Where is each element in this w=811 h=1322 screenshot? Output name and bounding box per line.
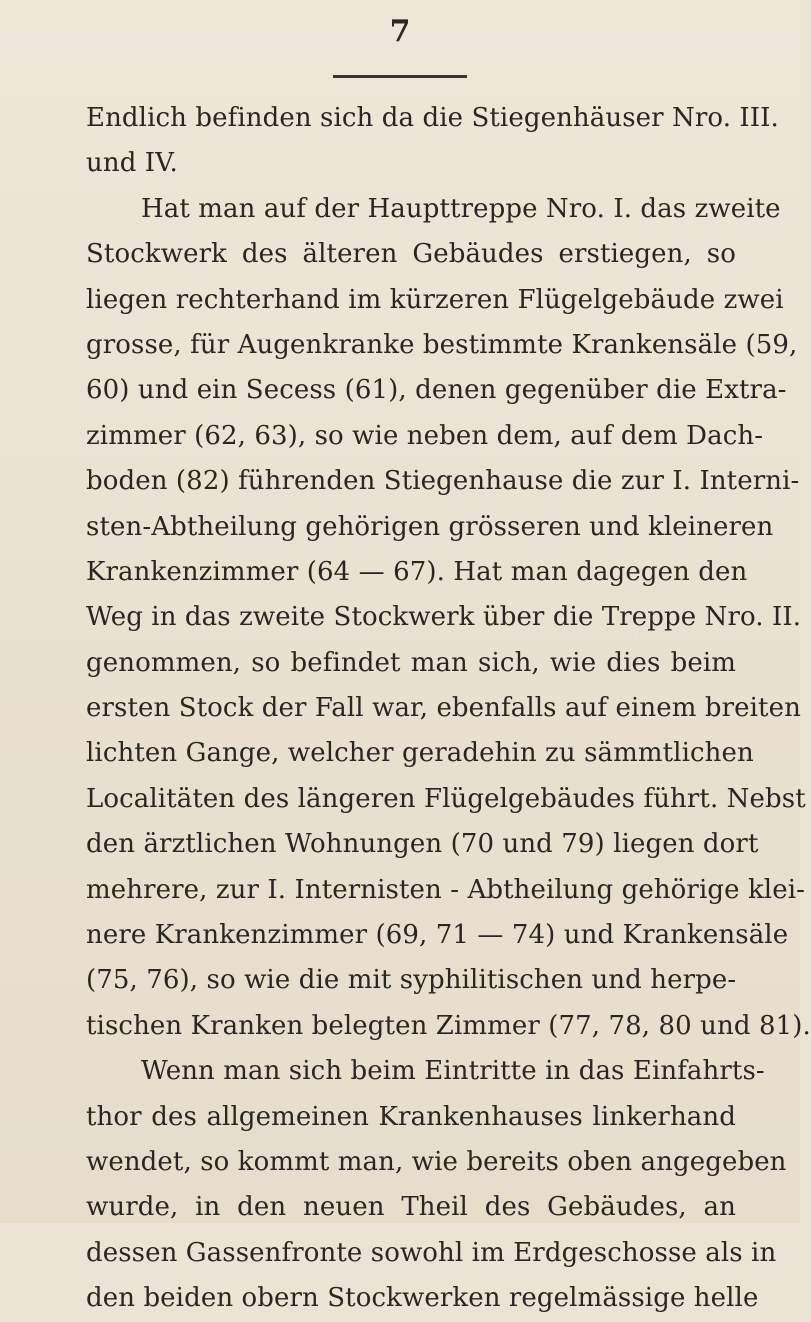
text-line: dessen Gassenfronte sowohl im Erdgeschosse als in xyxy=(86,1237,777,1268)
text-line: nere Krankenzimmer (69, 71 — 74) und Krankensäle xyxy=(86,920,789,951)
text-line: wendet, so kommt man, wie bereits oben angegeben xyxy=(86,1146,787,1177)
page-number: 7 xyxy=(389,14,411,49)
text-line: den ärztlichen Wohnungen (70 und 79) liegen dort xyxy=(86,829,759,860)
text-line: und IV. xyxy=(86,148,178,179)
text-line: Wenn man sich beim Eintritte in das Einfahrts- xyxy=(141,1056,765,1087)
text-line: tischen Kranken belegten Zimmer (77, 78, 80 und 81). xyxy=(86,1010,811,1041)
text-line: genommen, so befindet man sich, wie dies beim xyxy=(86,647,736,678)
text-line: Localitäten des längeren Flügelgebäudes führt. Nebst xyxy=(86,783,806,814)
text-line: boden (82) führenden Stiegenhause die zur I. Interni- xyxy=(86,466,800,497)
text-line: (75, 76), so wie die mit syphilitischen und herpe- xyxy=(86,965,737,996)
text-line: Hat man auf der Haupttreppe Nro. I. das zweite xyxy=(141,193,781,224)
text-line: 60) und ein Secess (61), denen gegenüber die Extra- xyxy=(86,375,787,406)
body-text xyxy=(86,96,811,1322)
header-rule xyxy=(333,75,467,78)
text-line: thor des allgemeinen Krankenhauses linkerhand xyxy=(86,1101,736,1132)
text-line: Krankenzimmer (64 — 67). Hat man dagegen den xyxy=(86,556,748,587)
text-line: Weg in das zweite Stockwerk über die Treppe Nro. II. xyxy=(86,602,802,633)
text-line: mehrere, zur I. Internisten - Abtheilung gehörige klei- xyxy=(86,874,806,905)
text-line: Stockwerk des älteren Gebäudes erstiegen, so xyxy=(86,239,736,270)
text-line: ersten Stock der Fall war, ebenfalls auf einem breiten xyxy=(86,693,801,724)
text-line: den beiden obern Stockwerken regelmässige helle xyxy=(86,1283,759,1314)
text-line: sten-Abtheilung gehörigen grösseren und kleineren xyxy=(86,511,774,542)
text-line: wurde, in den neuen Theil des Gebäudes, an xyxy=(86,1192,736,1223)
text-line: lichten Gange, welcher geradehin zu sämmtlichen xyxy=(86,738,754,769)
text-line: Endlich befinden sich da die Stiegenhäuser Nro. III. xyxy=(86,103,779,133)
text-line: zimmer (62, 63), so wie neben dem, auf dem Dach- xyxy=(86,420,764,451)
text-line: grosse, für Augenkranke bestimmte Krankensäle (59, xyxy=(86,329,798,360)
text-line: liegen rechterhand im kürzeren Flügelgebäude zwei xyxy=(86,284,784,315)
